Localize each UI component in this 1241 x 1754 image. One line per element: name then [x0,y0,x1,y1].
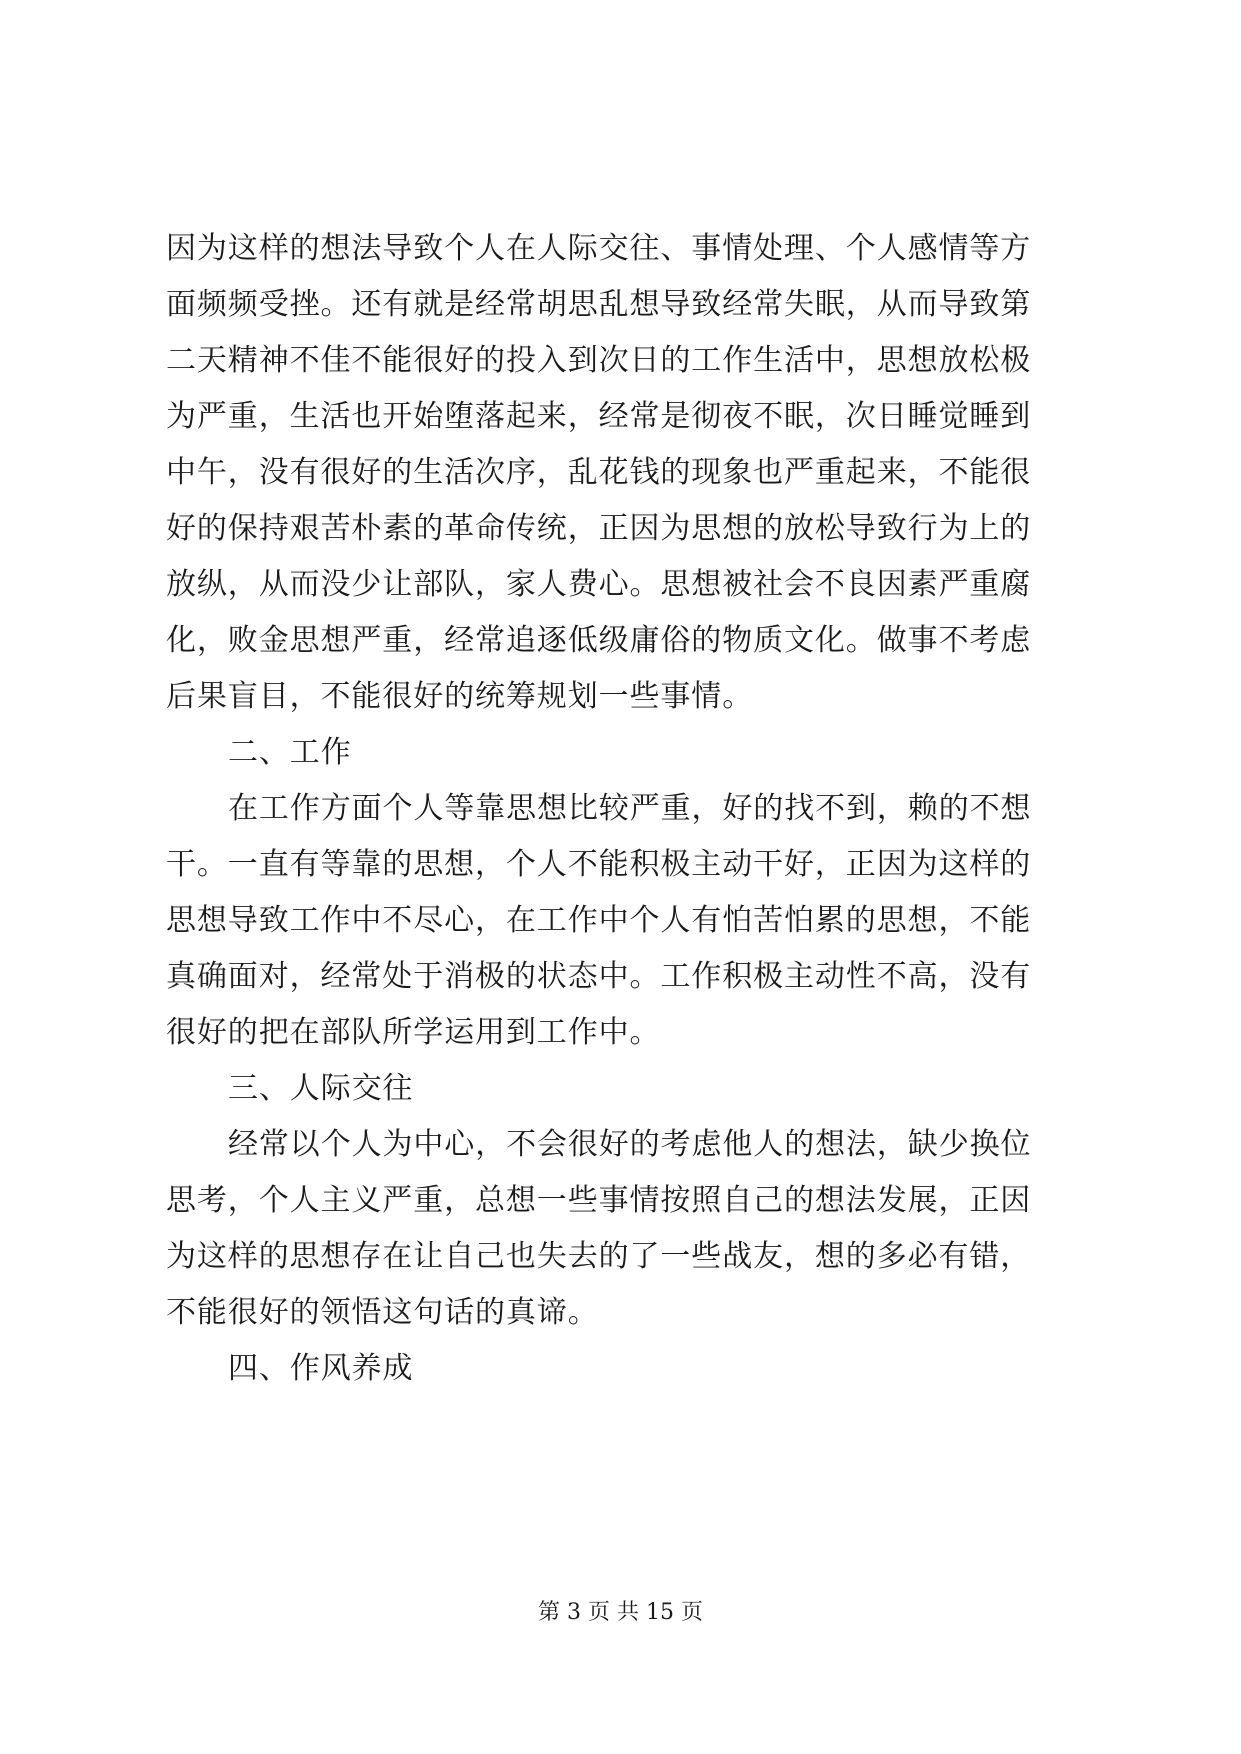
paragraph-line: 因为这样的想法导致个人在人际交往、事情处理、个人感情等方 [166,231,1032,266]
paragraph-line: 中午，没有很好的生活次序，乱花钱的现象也严重起来，不能很 [166,455,1032,490]
page-number-footer: 第 3 页 共 15 页 [538,1600,703,1625]
paragraph-line: 不能很好的领悟这句话的真谛。 [166,1295,599,1330]
paragraph-line: 为这样的思想存在让自己也失去的了一些战友，想的多必有错， [166,1239,1032,1274]
paragraph-line: 放纵，从而没少让部队，家人费心。思想被社会不良因素严重腐 [166,567,1032,602]
paragraph-line: 真确面对，经常处于消极的状态中。工作积极主动性不高，没有 [166,959,1032,994]
paragraph-line: 为严重，生活也开始堕落起来，经常是彻夜不眠，次日睡觉睡到 [166,399,1032,434]
paragraph-line: 很好的把在部队所学运用到工作中。 [166,1015,661,1050]
section-heading-work: 二、工作 [228,735,352,770]
paragraph-line: 好的保持艰苦朴素的革命传统，正因为思想的放松导致行为上的 [166,511,1032,546]
paragraph-line: 干。一直有等靠的思想，个人不能积极主动干好，正因为这样的 [166,847,1032,882]
paragraph-line: 思想导致工作中不尽心，在工作中个人有怕苦怕累的思想，不能 [166,903,1032,938]
paragraph-line: 化，败金思想严重，经常追逐低级庸俗的物质文化。做事不考虑 [166,623,1032,658]
paragraph-line: 思考，个人主义严重，总想一些事情按照自己的想法发展，正因 [166,1183,1032,1218]
paragraph-first-line: 在工作方面个人等靠思想比较严重，好的找不到，赖的不想 [228,791,1032,826]
paragraph-first-line: 经常以个人为中心，不会很好的考虑他人的想法，缺少换位 [228,1127,1032,1162]
paragraph-line: 二天精神不佳不能很好的投入到次日的工作生活中，思想放松极 [166,343,1032,378]
paragraph-line: 面频频受挫。还有就是经常胡思乱想导致经常失眠，从而导致第 [166,287,1032,322]
paragraph-line: 后果盲目，不能很好的统筹规划一些事情。 [166,679,754,714]
section-heading-interpersonal: 三、人际交往 [228,1071,414,1106]
section-heading-style: 四、作风养成 [228,1351,414,1386]
